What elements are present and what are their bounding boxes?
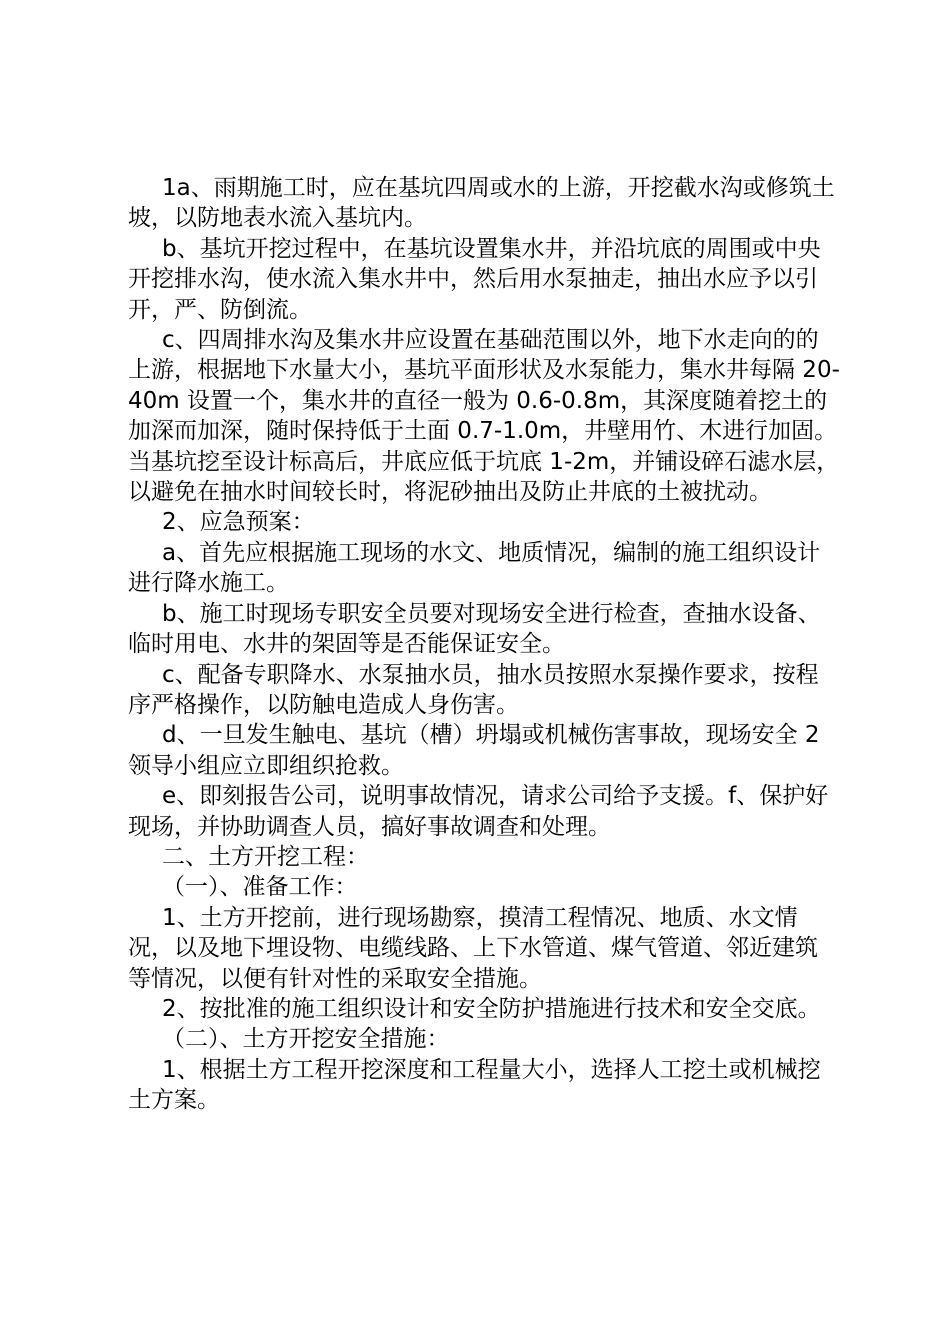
- paragraph-emergency-b: b、施工时现场专职安全员要对现场安全进行检查，查抽水设备、临时用电、水井的架固等是否能保证安全。: [128, 600, 821, 658]
- paragraph-emergency-a: a、首先应根据施工现场的水文、地质情况，编制的施工组织设计进行降水施工。: [128, 539, 821, 597]
- paragraph-drainage-ditch: c、四周排水沟及集水井应设置在基础范围以外，地下水走向的的上游，根据地下水量大小，基坑平面形状及水泵能力，集水井每隔 20-40m 设置一个，集水井的直径一般为 0.6-0.8m，其深度随着挖土的加深而加深，随时保持低于土面 0.7-1.0m，井壁用竹、木进行加固。当基坑挖至设计标高后，井底应低于坑底 1-2m，并铺设碎石滤水层，以避免在抽水时间较长时，将泥砂抽出及防止井底的土被扰动。: [128, 327, 840, 506]
- heading-earthwork: 二、土方开挖工程：: [162, 843, 369, 870]
- document-body: [128, 173, 840, 1116]
- paragraph-rain-period: 1a、雨期施工时，应在基坑四周或水的上游，开挖截水沟或修筑土坡，以防地表水流入基坑内。: [128, 175, 835, 232]
- paragraph-preparation-1: 1、土方开挖前，进行现场勘察，摸清工程情况、地质、水文情况，以及地下埋设物、电缆线路、上下水管道、煤气管道、邻近建筑等情况，以便有针对性的采取安全措施。: [128, 904, 818, 992]
- paragraph-emergency-c: c、配备专职降水、水泵抽水员，抽水员按照水泵操作要求，按程序严格操作，以防触电造成人身伤害。: [128, 661, 819, 718]
- heading-preparation: （一）、准备工作：: [162, 874, 358, 901]
- heading-safety-measures: （二）、土方开挖安全措施：: [162, 1026, 450, 1053]
- paragraph-emergency-d: d、一旦发生触电、基坑（槽）坍塌或机械伤害事故，现场安全 2 领导小组应立即组织抢救。: [128, 722, 820, 779]
- paragraph-sump-well: b、基坑开挖过程中，在基坑设置集水井，并沿坑底的周围或中央开挖排水沟，使水流入集水井中，然后用水泵抽走，抽出水应予以引开，严、防倒流。: [128, 235, 821, 323]
- paragraph-safety-1: 1、根据土方工程开挖深度和工程量大小，选择人工挖土或机械挖土方案。: [128, 1056, 821, 1114]
- paragraph-emergency-e: e、即刻报告公司，说明事故情况，请求公司给予支援。f、保护好现场，并协助调查人员，搞好事故调查和处理。: [128, 783, 829, 840]
- paragraph-preparation-2: 2、按批准的施工组织设计和安全防护措施进行技术和安全交底。: [162, 995, 821, 1022]
- heading-emergency-plan: 2、应急预案：: [162, 509, 315, 536]
